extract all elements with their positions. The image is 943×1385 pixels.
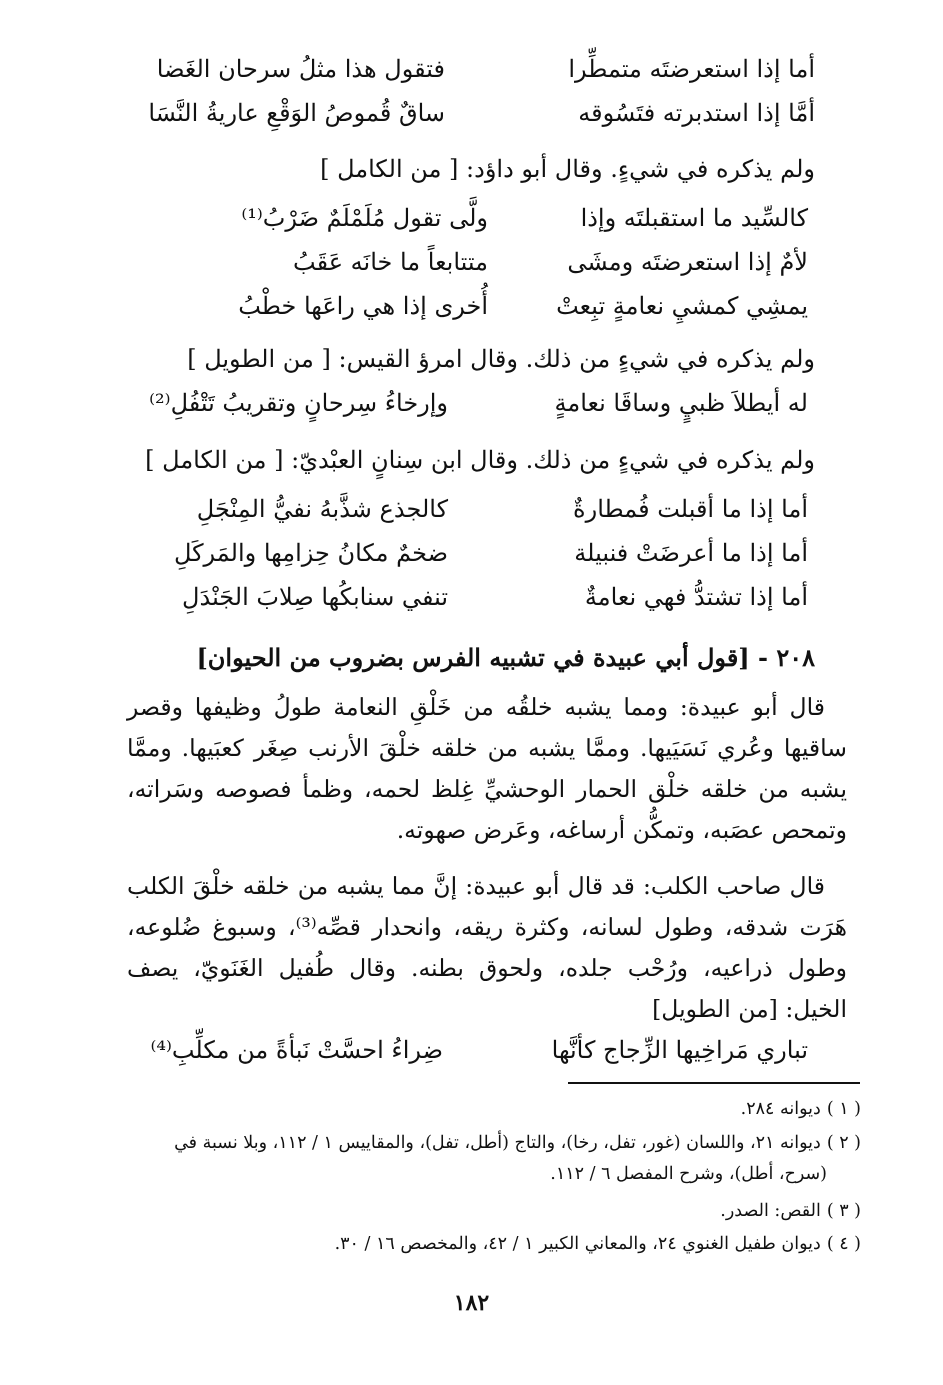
hemistich-second: وإرخاءُ سِرحانٍ وتقريبُ تَتْفُلِ⁽²⁾ bbox=[149, 389, 448, 417]
hemistich-first: كالسِّيد ما استقبلتَه وإذا bbox=[580, 204, 808, 232]
footnote bbox=[81, 1196, 861, 1227]
footnote-separator bbox=[568, 1082, 860, 1084]
section-heading: ٢٠٨ - [قول أبي عبيدة في تشبيه الفرس بضروب من الحيوان] bbox=[196, 643, 815, 672]
footnote bbox=[81, 1094, 861, 1125]
hemistich-second: كالجذع شذَّبهُ نفيُّ المِنْجَلِ bbox=[196, 495, 448, 523]
hemistich-first: له أيطلاَ ظبيٍ وساقَا نعامةٍ bbox=[554, 389, 808, 417]
hemistich-first: أما إذا ما أعرضَتْ فنبيلة bbox=[574, 539, 808, 567]
paragraph: قال صاحب الكلب: قد قال أبو عبيدة: إنَّ مما يشبه من خلقه خلْقَ الكلب هَرَت شدقه، وطول لسانه، وكثرة ريقه، وانحدار قصِّه⁽³⁾، وسبوغ ضُلوعه، وطول ذراعيه، ورُحْب جلده، ولحوق بطنه. وقال طُفيل الغَنَويّ، يصف الخيل: [من الطويل] bbox=[127, 872, 848, 1023]
paragraph: قال أبو عبيدة: ومما يشبه خلقُه من خَلْقِ النعامة طولُ وظيفها وقصر ساقيها وعُري نَسَيَيها. وممَّا يشبه من خلقه خلْقَ الأرنب صِغَر كعبَيها. وممَّا يشبه من خلقه خلْق الحمار الوحشيِّ غِلظ لحمه، وظمأ فصوصه وسَراته، وتمحص عصَبه، وتمكُّن أرساغه، وعَرض صهوته. bbox=[127, 693, 847, 844]
hemistich-second: ضخمٌ مكانُ حِزامِها والمَركَلِ bbox=[173, 539, 448, 567]
hemistich-first: أما إذا استعرضتَه متمطِّرا bbox=[568, 55, 815, 83]
hemistich-second: ولَّى تقول مُلَمْلَمٌ ضَرْبُ⁽¹⁾ bbox=[241, 204, 488, 232]
verse-line bbox=[118, 487, 808, 531]
hemistich-second: ساقٌ قُموصُ الوَقْعِ عاريةُ النَّسَا bbox=[148, 99, 445, 127]
hemistich-second: أُخرى إذا هي راعَها خطْبُ bbox=[238, 292, 488, 320]
verse-line bbox=[125, 47, 815, 91]
hemistich-first: أما إذا تشتدُّ فهي نعامةٌ bbox=[584, 583, 808, 611]
page-number: ١٨٢ bbox=[453, 1290, 490, 1316]
hemistich-first: أما إذا ما أقبلت فُمطارةٌ bbox=[573, 495, 808, 523]
intro-line: ولم يذكره في شيءٍ من ذلك. وقال امرؤ القيس: [ من الطويل ] bbox=[187, 345, 815, 373]
hemistich-second: ضِراءُ احسَّتْ نَبأةً من مكلِّبِ⁽⁴⁾ bbox=[150, 1036, 443, 1064]
footnote-number: ( ٤ ) bbox=[826, 1234, 861, 1254]
verse-line bbox=[158, 284, 808, 328]
verse-line bbox=[158, 240, 808, 284]
hemistich-second: متتابعاً ما خانَه عَقَبُ bbox=[293, 248, 488, 276]
footnote-text: القص: الصدر. bbox=[720, 1201, 821, 1221]
verse-line bbox=[118, 381, 808, 425]
hemistich-second: فتقول هذا مثلُ سرحان الغَضا bbox=[156, 55, 445, 83]
verse-line bbox=[125, 91, 815, 135]
footnote-text: ديوان طفيل الغنوي ٢٤، والمعاني الكبير ١ / ٤٢، والمخصص ١٦ / ٣٠. bbox=[334, 1234, 821, 1254]
hemistich-first: يمشِي كمشيِ نعامةٍ تبِعتْ bbox=[556, 292, 808, 320]
footnote-number: ( ٣ ) bbox=[826, 1201, 861, 1221]
footnote bbox=[81, 1229, 861, 1260]
verse-line bbox=[158, 196, 808, 240]
verse-line bbox=[118, 575, 808, 619]
hemistich-second: تنفي سنابكُها صِلابَ الجَنْدَلِ bbox=[182, 583, 448, 611]
footnote-number: ( ٢ ) bbox=[826, 1133, 861, 1153]
footnote-text: ديوانه ٢٨٤. bbox=[740, 1099, 821, 1119]
intro-line: ولم يذكره في شيءٍ. وقال أبو داؤد: [ من الكامل ] bbox=[320, 155, 815, 183]
verse-line bbox=[118, 1028, 808, 1072]
hemistich-first: أمَّا إذا استدبرته فتَسُوقه bbox=[578, 99, 815, 127]
intro-line: ولم يذكره في شيءٍ من ذلك. وقال ابن سِنانٍ العبْديّ: [ من الكامل ] bbox=[145, 446, 815, 474]
footnote-number: ( ١ ) bbox=[826, 1099, 861, 1119]
hemistich-first: لأمٌ إذا استعرضتَه ومشَى bbox=[567, 248, 808, 276]
footnote-continuation: (سرح، أطل)، وشرح المفصل ٦ / ١١٢. bbox=[550, 1164, 827, 1184]
footnote bbox=[81, 1128, 861, 1190]
hemistich-first: تباري مَراخِيها الزِّجاج كأنَّها bbox=[551, 1036, 808, 1064]
verse-line bbox=[118, 531, 808, 575]
footnote-text: ديوانه ٢١، واللسان (غور، تفل، رخا)، والتاج (أطل، تفل)، والمقاييس ١ / ١١٢، وبلا نسبة في bbox=[174, 1133, 821, 1153]
